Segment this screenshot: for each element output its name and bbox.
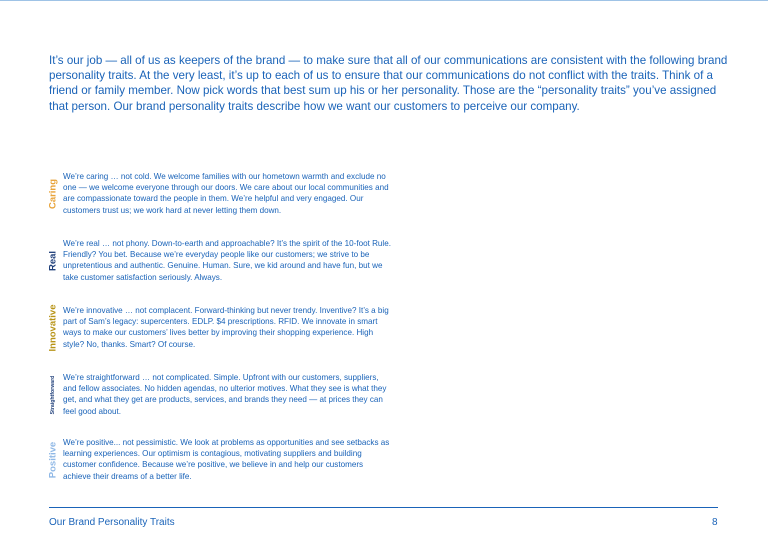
- trait-label-positive: Positive: [47, 441, 59, 479]
- trait-label-straightforward: Straightforward: [50, 375, 56, 415]
- trait-text-innovative: We’re innovative … not complacent. Forward-thinking but never trendy. Inventive? It’s a big part of Sam’s legacy: supercenters. EDLP. $4 prescriptions. RFID. We innovate in smart ways to make our customers’ lives better by improving their shopping experience. High style? No, thanks. Smart? Of course.: [63, 306, 389, 349]
- trait-text-positive: We’re positive... not pessimistic. We look at problems as opportunities and see setbacks as learning experiences. Our optimism is contagious, motivating suppliers and building customer confidence. Because we’re positive, we believe in and help our customers achieve their dreams of a better life.: [63, 438, 390, 481]
- intro-paragraph: It’s our job — all of us as keepers of the brand — to make sure that all of our communications are consistent with the following brand personality traits. At the very least, it’s up to each of us to ensure that our communications do not conflict with the traits. Think of a friend or family member. Now pick words that best sum up his or her personality. Those are the “personality traits” you’ve assigned that person. Our brand personality traits describe how we want our customers to perceive our company.: [49, 54, 728, 113]
- page-number: 8: [712, 517, 718, 528]
- trait-text-caring: We’re caring … not cold. We welcome families with our hometown warmth and exclude no one — we welcome everyone through our doors. We care about our local communities and are compassionate toward the people in them. We’re helpful and very engaged. Our customers trust us; we work hard at never letting them down.: [63, 172, 389, 215]
- trait-text-real: We’re real … not phony. Down-to-earth and approachable? It’s the spirit of the 10-foot Rule. Friendly? You bet. Because we’re everyday people like our customers; we strive to be unpretentious and authentic. Genuine. Human. Sure, we kid around and have fun, but we take customer satisfaction seriously. Always.: [63, 239, 391, 282]
- trait-label-real: Real: [47, 250, 59, 272]
- trait-straightforward: [44, 372, 394, 418]
- top-rule: [0, 0, 768, 1]
- trait-caring: [44, 171, 394, 217]
- trait-innovative: [44, 305, 394, 351]
- trait-positive: [44, 437, 394, 483]
- trait-text-straightforward: We’re straightforward … not complicated. Simple. Upfront with our customers, suppliers, and fellow associates. No hidden agendas, no ulterior motives. What they see is what they get, and what they get are products, services, and brands they need — at prices they can feel good about.: [63, 373, 387, 416]
- trait-label-innovative: Innovative: [47, 304, 59, 352]
- trait-real: [44, 238, 394, 284]
- footer-rule: [49, 507, 718, 508]
- trait-label-caring: Caring: [47, 178, 59, 210]
- footer-title: Our Brand Personality Traits: [49, 517, 175, 528]
